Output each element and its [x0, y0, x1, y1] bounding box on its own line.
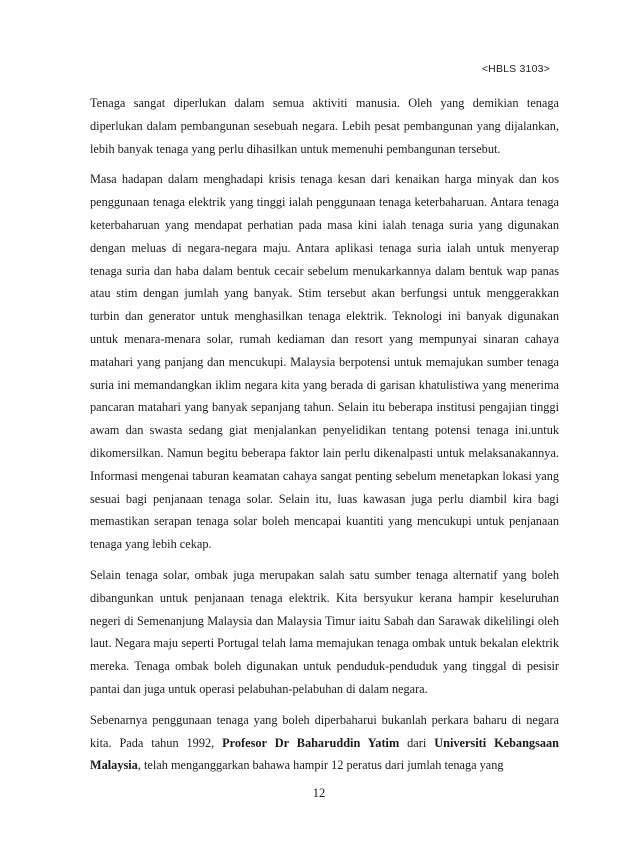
paragraph-wave-energy: [90, 564, 559, 701]
text-run: Selain tenaga solar, ombak juga merupakan salah satu sumber tenaga alternatif yang boleh dibangunkan untuk penjanaan tenaga elektrik. Kita bersyukur kerana hampir keseluruhan negeri di Semenanjung Malaysia dan Malaysia Timur iaitu Sabah dan Sarawak dikelilingi oleh laut. Negara maju seperti Portugal telah lama memajukan tenaga ombak untuk bekalan elektrik mereka. Tenaga ombak boleh digunakan untuk penduduk-penduduk yang tinggal di pesisir pantai dan juga untuk operasi pelabuhan-pelabuhan di dalam negara.: [90, 567, 559, 696]
text-run: Masa hadapan dalam menghadapi krisis tenaga kesan dari kenaikan harga minyak dan kos penggunaan tenaga elektrik yang tinggi ialah penggunaan tenaga keterbaharuan. Antara tenaga keterbaharuan yang mendapat perhatian pada masa kini ialah tenaga suria yang digunakan dengan meluas di negara-negara maju. Antara aplikasi tenaga suria ialah untuk menyerap tenaga suria dan haba dalam bentuk cecair sebelum menukarkannya dalam bentuk wap panas atau stim dengan jumlah yang banyak. Stim tersebut akan berfungsi untuk menggerakkan turbin dan generator untuk menghasilkan tenaga elektrik. Teknologi ini banyak digunakan untuk menara-menara solar, rumah kediaman dan resort yang mempunyai sinaran cahaya matahari yang panjang dan mencukupi. Malaysia berpotensi untuk memajukan sumber tenaga suria ini memandangkan iklim negara kita yang berada di garisan khatulistiwa yang menerima pancaran matahari yang banyak sepanjang tahun. Selain itu beberapa institusi pengajian tinggi awam dan swasta sedang giat menjalankan penyelidikan tentang potensi tenaga ini.untuk dikomersilkan. Namun begitu beberapa faktor lain perlu dikenalpasti untuk melaksanakannya. Informasi mengenai taburan keamatan cahaya sangat penting sebelum menetapkan lokasi yang sesuai bagi penjanaan tenaga solar. Selain itu, luas kawasan juga perlu diambil kira bagi memastikan serapan tenaga solar boleh mencapai kuantiti yang mencukupi untuk penjanaan tenaga yang lebih cekap.: [90, 172, 559, 552]
paragraph-intro: [90, 92, 559, 160]
document-body: [90, 92, 559, 785]
paragraph-solar-energy: [90, 168, 559, 556]
bold-name-university: Universiti Kebangsaan Malaysia: [90, 735, 559, 773]
text-run: dari: [399, 735, 435, 750]
text-run: Tenaga sangat diperlukan dalam semua aktiviti manusia. Oleh yang demikian tenaga diperlukan dalam pembangunan sesebuah negara. Lebih pesat pembangunan yang dijalankan, lebih banyak tenaga yang perlu dihasilkan untuk memenuhi pembangunan tersebut.: [90, 96, 559, 156]
bold-name-professor: Profesor Dr Baharuddin Yatim: [222, 735, 400, 750]
text-run: Sebenarnya penggunaan tenaga yang boleh diperbaharui bukanlah perkara baharu di negara kita. Pada tahun 1992,: [90, 712, 559, 750]
document-code: <HBLS 3103>: [481, 63, 550, 75]
page-number: 12: [312, 786, 326, 800]
paragraph-history: [90, 709, 559, 777]
text-run: , telah menganggarkan bahawa hampir 12 peratus dari jumlah tenaga yang: [137, 758, 504, 773]
